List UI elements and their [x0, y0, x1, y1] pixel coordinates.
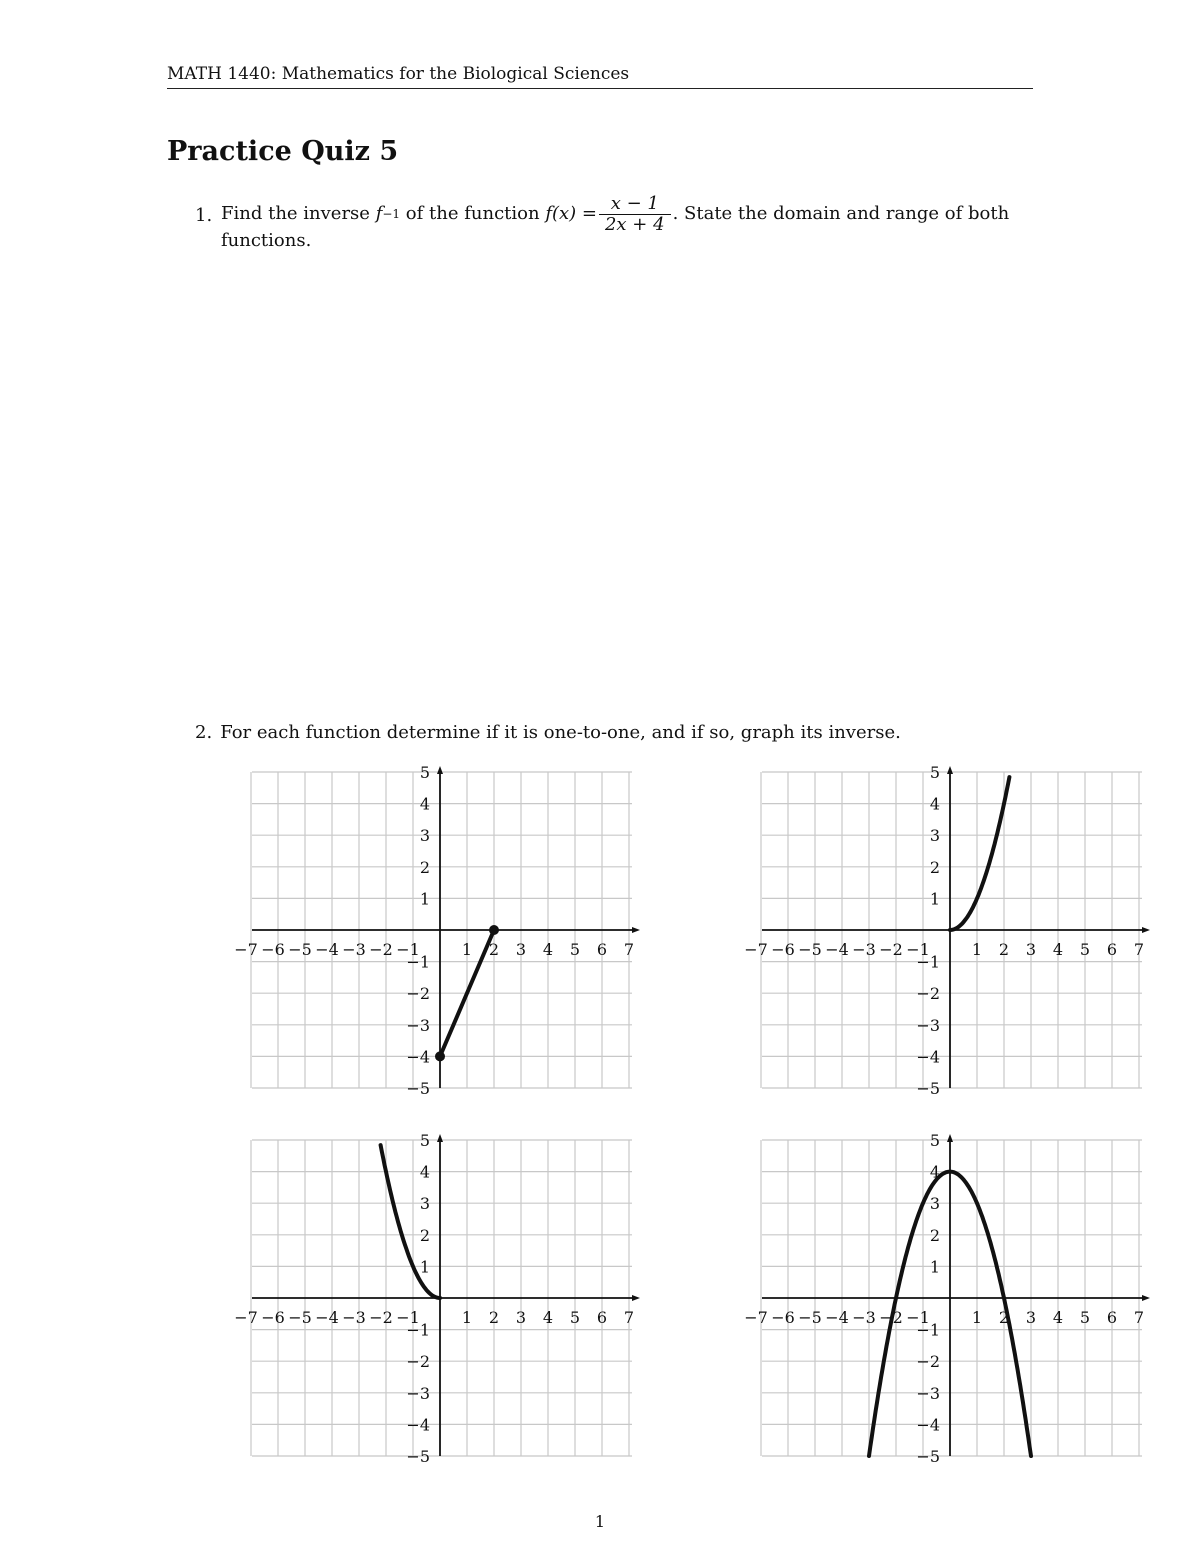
y-tick-label: −1 — [916, 952, 940, 972]
y-tick-label: −4 — [406, 1047, 430, 1067]
q1-fraction-denominator: 2x + 4 — [599, 214, 671, 235]
x-tick-label: 2 — [998, 940, 1010, 959]
x-tick-label: 1 — [461, 940, 473, 959]
x-tick-label: 5 — [1079, 1308, 1091, 1327]
y-tick-label: 4 — [929, 794, 940, 814]
x-tick-label: 7 — [1133, 940, 1145, 959]
y-axis-arrow — [437, 766, 443, 774]
question-2-number: 2. — [195, 722, 213, 743]
function-curve — [950, 777, 1009, 930]
x-tick-label: 5 — [1079, 940, 1091, 959]
y-tick-label: −1 — [916, 1320, 940, 1340]
y-tick-label: 4 — [419, 1162, 430, 1182]
x-tick-label: −7 — [744, 1308, 768, 1327]
y-axis-arrow — [947, 766, 953, 774]
x-tick-label: 6 — [596, 1308, 608, 1327]
x-tick-label: −3 — [342, 1308, 366, 1327]
x-tick-label: −5 — [288, 940, 312, 959]
q1-text-mid: of the function — [405, 203, 540, 224]
y-tick-label: 1 — [419, 1257, 430, 1277]
y-tick-label: 2 — [419, 1225, 430, 1245]
x-tick-label: 6 — [1106, 940, 1118, 959]
x-tick-label: −7 — [744, 940, 768, 959]
y-tick-label: 4 — [419, 794, 430, 814]
x-tick-label: 1 — [461, 1308, 473, 1327]
x-axis-arrow — [632, 1295, 640, 1301]
x-tick-label: −1 — [906, 940, 930, 959]
x-tick-label: −5 — [288, 1308, 312, 1327]
y-tick-label: 3 — [419, 826, 430, 846]
endpoint-dot — [435, 1051, 445, 1061]
q1-inverse-sup: −1 — [382, 207, 401, 221]
x-tick-label: −4 — [825, 1308, 849, 1327]
x-tick-label: −4 — [315, 1308, 339, 1327]
x-tick-label: 7 — [623, 1308, 635, 1327]
y-tick-label: 2 — [419, 857, 430, 877]
x-tick-label: −2 — [879, 940, 903, 959]
x-tick-label: 5 — [569, 1308, 581, 1327]
graph-3 — [234, 1130, 638, 1470]
x-tick-label: 4 — [1052, 1308, 1064, 1327]
y-tick-label: 5 — [929, 1131, 940, 1150]
x-tick-label: 4 — [542, 1308, 554, 1327]
y-tick-label: 5 — [929, 763, 940, 782]
x-tick-label: −3 — [852, 1308, 876, 1327]
y-tick-label: −2 — [406, 984, 430, 1004]
y-tick-label: −5 — [406, 1079, 430, 1098]
y-tick-label: 1 — [929, 889, 940, 909]
x-tick-label: −2 — [369, 1308, 393, 1327]
q1-inverse-symbol: f — [375, 203, 383, 224]
x-tick-label: −5 — [798, 1308, 822, 1327]
x-tick-label: 3 — [515, 1308, 527, 1327]
y-tick-label: −1 — [406, 1320, 430, 1340]
q1-text-after: . State the domain and range of both — [672, 203, 1010, 224]
x-tick-label: 2 — [488, 1308, 500, 1327]
y-tick-label: 3 — [929, 1194, 940, 1214]
course-header: MATH 1440: Mathematics for the Biological Sciences — [167, 64, 1033, 89]
x-tick-label: −7 — [234, 1308, 258, 1327]
y-tick-label: −5 — [916, 1447, 940, 1466]
x-tick-label: 1 — [971, 940, 983, 959]
x-tick-label: −1 — [906, 1308, 930, 1327]
x-tick-label: 3 — [1025, 940, 1037, 959]
y-tick-label: −3 — [406, 1015, 430, 1035]
x-tick-label: −1 — [396, 940, 420, 959]
x-tick-label: 3 — [515, 940, 527, 959]
x-tick-label: 7 — [623, 940, 635, 959]
y-tick-label: −3 — [916, 1383, 940, 1403]
x-tick-label: −2 — [369, 940, 393, 959]
x-tick-label: −3 — [852, 940, 876, 959]
q1-text-line2: functions. — [221, 230, 312, 251]
y-tick-label: 2 — [929, 857, 940, 877]
endpoint-dot — [489, 925, 499, 935]
x-tick-label: 6 — [596, 940, 608, 959]
q1-text-before: Find the inverse — [221, 203, 370, 224]
y-axis-arrow — [437, 1134, 443, 1142]
question-1-number: 1. — [195, 205, 213, 226]
x-tick-label: 4 — [542, 940, 554, 959]
y-tick-label: 4 — [929, 1162, 940, 1182]
y-tick-label: −4 — [916, 1047, 940, 1067]
y-tick-label: −2 — [406, 1352, 430, 1372]
question-2 — [195, 722, 901, 743]
x-tick-label: 7 — [1133, 1308, 1145, 1327]
y-tick-label: −1 — [406, 952, 430, 972]
x-tick-label: 2 — [488, 940, 500, 959]
x-axis-arrow — [632, 927, 640, 933]
q1-func-lhs: f(x) = — [545, 203, 597, 224]
x-axis-arrow — [1142, 927, 1150, 933]
x-tick-label: −7 — [234, 940, 258, 959]
graph-2 — [744, 762, 1148, 1102]
function-curve — [381, 1145, 440, 1298]
x-tick-label: −6 — [261, 1308, 285, 1327]
y-tick-label: 1 — [929, 1257, 940, 1277]
q1-fraction-numerator: x − 1 — [610, 192, 659, 214]
y-tick-label: −2 — [916, 1352, 940, 1372]
y-tick-label: 2 — [929, 1225, 940, 1245]
x-tick-label: −6 — [771, 1308, 795, 1327]
y-axis-arrow — [947, 1134, 953, 1142]
y-tick-label: 5 — [419, 763, 430, 782]
y-tick-label: 5 — [419, 1131, 430, 1150]
x-tick-label: −6 — [771, 940, 795, 959]
x-tick-label: −4 — [825, 940, 849, 959]
x-tick-label: 2 — [998, 1308, 1010, 1327]
y-tick-label: −4 — [916, 1415, 940, 1435]
graph-4 — [744, 1130, 1148, 1470]
y-tick-label: 3 — [419, 1194, 430, 1214]
q1-fraction — [599, 194, 671, 235]
page-title: Practice Quiz 5 — [167, 136, 399, 167]
x-tick-label: −1 — [396, 1308, 420, 1327]
y-tick-label: −3 — [406, 1383, 430, 1403]
x-tick-label: −2 — [879, 1308, 903, 1327]
x-tick-label: 4 — [1052, 940, 1064, 959]
y-tick-label: −5 — [916, 1079, 940, 1098]
x-tick-label: −3 — [342, 940, 366, 959]
y-tick-label: 3 — [929, 826, 940, 846]
x-tick-label: 5 — [569, 940, 581, 959]
x-tick-label: 3 — [1025, 1308, 1037, 1327]
x-tick-label: 1 — [971, 1308, 983, 1327]
y-tick-label: −5 — [406, 1447, 430, 1466]
graph-1 — [234, 762, 638, 1102]
x-tick-label: −6 — [261, 940, 285, 959]
x-axis-arrow — [1142, 1295, 1150, 1301]
question-2-text: For each function determine if it is one-to-one, and if so, graph its inverse. — [220, 722, 901, 743]
x-tick-label: −5 — [798, 940, 822, 959]
y-tick-label: −3 — [916, 1015, 940, 1035]
y-tick-label: −2 — [916, 984, 940, 1004]
y-tick-label: −4 — [406, 1415, 430, 1435]
x-tick-label: 6 — [1106, 1308, 1118, 1327]
y-tick-label: 1 — [419, 889, 430, 909]
x-tick-label: −4 — [315, 940, 339, 959]
page-number: 1 — [594, 1512, 606, 1531]
